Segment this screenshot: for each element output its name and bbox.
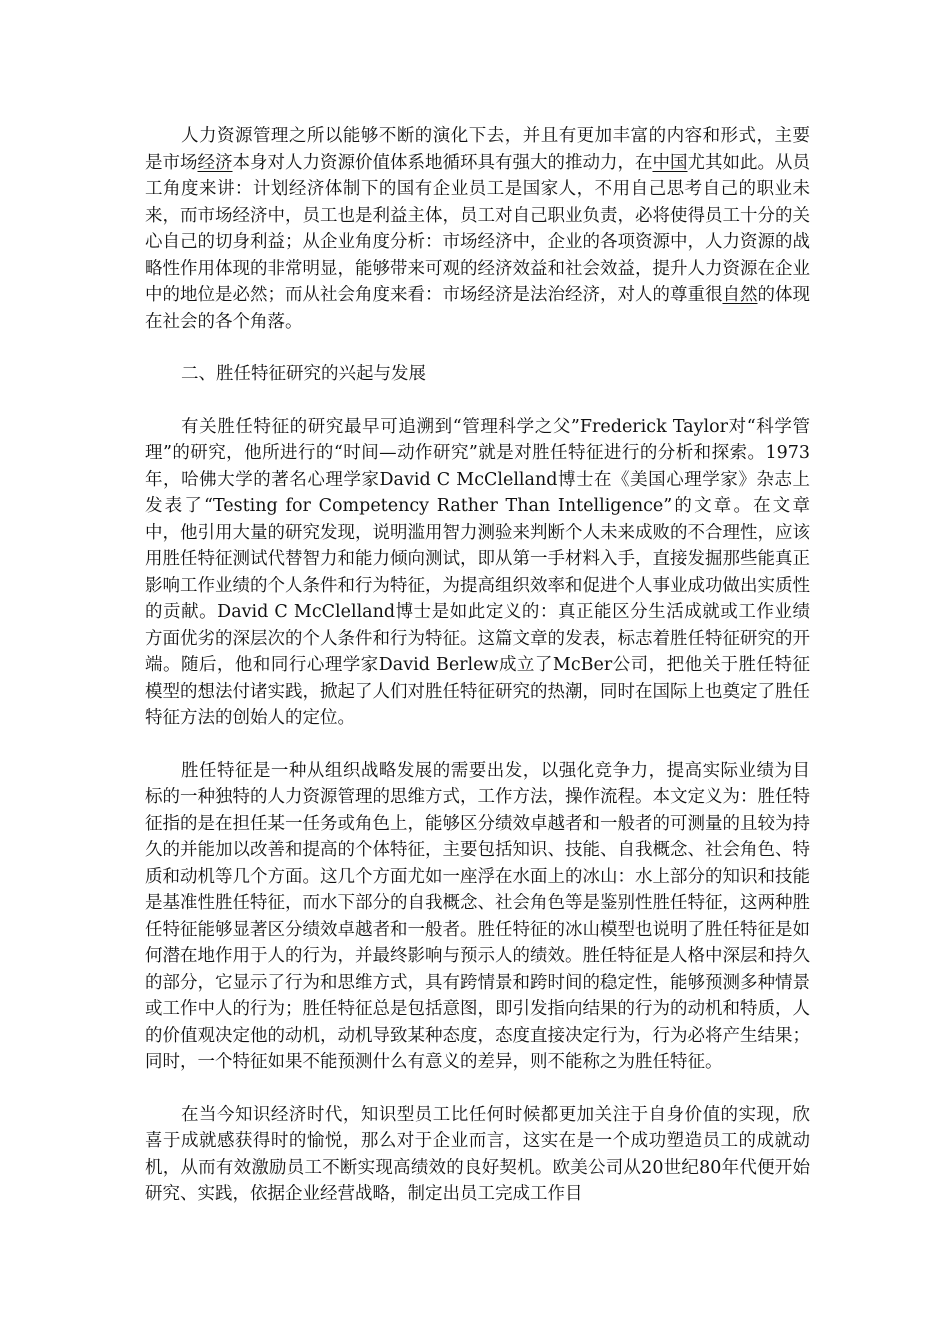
document-body [145, 123, 810, 1234]
section-heading-text: 二、胜任特征研究的兴起与发展 [181, 364, 426, 384]
text-segment: 的体现在社会的各个角落。 [145, 285, 810, 332]
paragraph-history [145, 414, 810, 732]
keyword-link-china[interactable]: 中国 [652, 152, 688, 173]
text-segment: 本身对人力资源价值体系地循环具有强大的推动力，在 [232, 152, 653, 173]
text-segment: 胜任特征是一种从组织战略发展的需要出发，以强化竞争力，提高实际业绩为目标的一种独特的人力资源管理的思维方式，工作方法，操作流程。本文定义为：胜任特征指的是在担任某一任务或角色上，能够区分绩效卓越者和一般者的可测量的且较为持久的并能加以改善和提高的个体特征，主要包括知识、技能、自我概念、社会角色、特质和动机等几个方面。这几个方面尤如一座浮在水面上的冰山：水上部分的知识和技能是基准性胜任特征，而水下部分的自我概念、社会角色等是鉴别性胜任特征，这两种胜任特征能够显著区分绩效卓越者和一般者。胜任特征的冰山模型也说明了胜任特征是如何潜在地作用于人的行为，并最终影响与预示人的绩效。胜任特征是人格中深层和持久的部分，它显示了行为和思维方式，具有跨情景和跨时间的稳定性，能够预测多种情景或工作中人的行为；胜任特征总是包括意图，即引发指向结果的行为的动机和特质，人的价值观决定他的动机，动机导致某种态度，态度直接决定行为，行为必将产生结果；同时，一个特征如果不能预测什么有意义的差异，则不能称之为胜任特征。 [145, 760, 810, 1072]
text-segment: 人力资源管理之所以能够不断的演化下去，并且有更加丰富的内容和形式，主要是市场 [145, 126, 810, 173]
paragraph-definition [145, 758, 810, 1076]
keyword-link-nature[interactable]: 自然 [722, 285, 758, 305]
text-segment: 有关胜任特征的研究最早可追溯到“管理科学之父”Frederick Taylor对“科学管理”的研究，他所进行的“时间—动作研究”就是对胜任特征进行的分析和探索。1973年，哈佛大学的著名心理学家David C McClelland博士在《美国心理学家》杂志上发表了“Testing for Competency Rather Than Intelligence”的文章。在文章中，他引用大量的研究发现，说明滥用智力测验来判断个人未来成败的不合理性，应该用胜任特征测试代替智力和能力倾向测试，即从第一手材料入手，直接发掘那些能真正影响工作业绩的个人条件和行为特征，为提高组织效率和促进个人事业成功做出实质性的贡献。David C McClelland博士是如此定义的：真正能区分生活成就或工作业绩方面优劣的深层次的个人条件和行为特征。这篇文章的发表，标志着胜任特征研究的开端。随后，他和同行心理学家David Berlew成立了McBer公司，把他关于胜任特征模型的想法付诸实践，掀起了人们对胜任特征研究的热潮，同时在国际上也奠定了胜任特征方法的创始人的定位。 [145, 416, 810, 728]
paragraph-intro [145, 123, 810, 335]
keyword-link-economy[interactable]: 经济 [197, 152, 233, 173]
section-heading [145, 361, 810, 388]
paragraph-knowledge-economy [145, 1102, 810, 1208]
text-segment: 在当今知识经济时代，知识型员工比任何时候都更加关注于自身价值的实现，欣喜于成就感获得时的愉悦，那么对于企业而言，这实在是一个成功塑造员工的成就动机，从而有效激励员工不断实现高绩效的良好契机。欧美公司从20世纪80年代便开始研究、实践，依据企业经营战略，制定出员工完成工作目 [145, 1104, 810, 1204]
text-segment: 尤其如此。从员工角度来讲：计划经济体制下的国有企业员工是国家人，不用自己思考自己的职业未来，而市场经济中，员工也是利益主体，员工对自己职业负责，必将使得员工十分的关心自己的切身利益；从企业角度分析：市场经济中，企业的各项资源中，人力资源的战略性作用体现的非常明显，能够带来可观的经济效益和社会效益，提升人力资源在企业中的地位是必然；而从社会角度来看：市场经济是法治经济，对人的尊重很 [145, 152, 810, 305]
